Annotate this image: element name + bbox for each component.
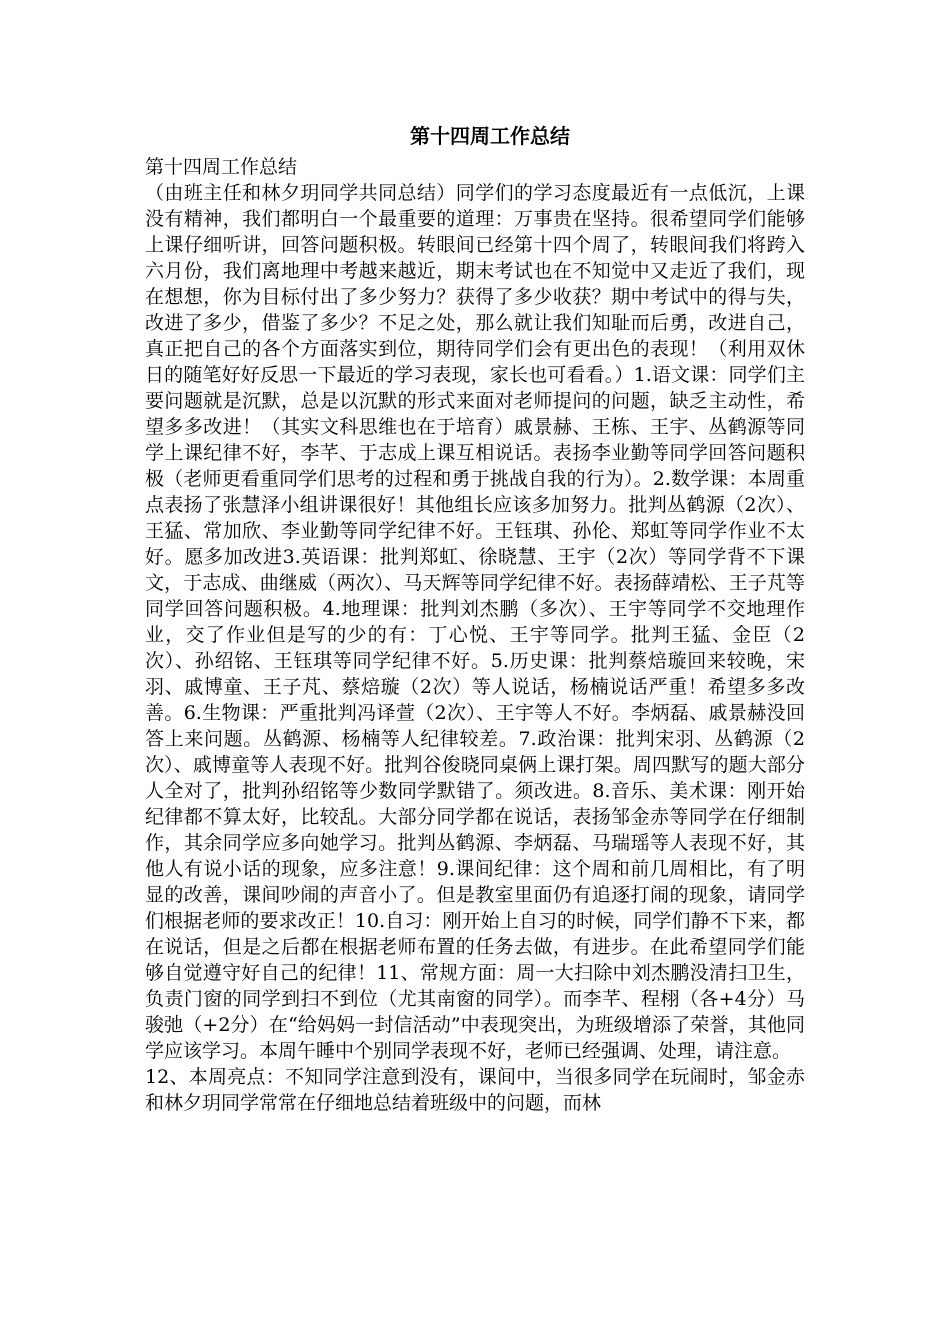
body-paragraph: 12、本周亮点：不知同学注意到没有，课间中，当很多同学在玩闹时，邹金赤和林夕玥同学常常在仔细地总结着班级中的问题，而林 xyxy=(145,1066,805,1114)
document-subtitle: 第十四周工作总结 xyxy=(145,156,298,178)
body-paragraph: （由班主任和林夕玥同学共同总结）同学们的学习态度最近有一点低沉，上课没有精神，我们都明白一个最重要的道理：万事贵在坚持。很希望同学们能够上课仔细听讲，回答问题积极。转眼间已经第十四个周了，转眼间我们将跨入六月份，我们离地理中考越来越近，期末考试也在不知觉中又走近了我们，现在想想，你为目标付出了多少努力？获得了多少收获？期中考试中的得与失，改进了多少，借鉴了多少？不足之处，那么就让我们知耻而后勇，改进自己，真正把自己的各个方面落实到位，期待同学们会有更出色的表现！（利用双休日的随笔好好反思一下最近的学习表现，家长也可看看。）1.语文课：同学们主要问题就是沉默，总是以沉默的形式来面对老师提问的问题，缺乏主动性，希望多多改进！（其实文科思维也在于培育）戚景赫、王栋、王宇、丛鹤源等同学上课纪律不好，李芊、于志成上课互相说话。表扬李业勤等同学回答问题积极（老师更看重同学们思考的过程和勇于挑战自我的行为）。2.数学课：本周重点表扬了张慧泽小组讲课很好！其他组长应该多加努力。批判丛鹤源（2次）、王猛、常加欣、李业勤等同学纪律不好。王钰琪、孙伦、郑虹等同学作业不太好。愿多加改进3.英语课：批判郑虹、徐晓慧、王宇（2次）等同学背不下课文，于志成、曲继威（两次）、马天辉等同学纪律不好。表扬薛靖松、王子芃等同学回答问题积极。4.地理课：批判刘杰鹏（多次）、王宇等同学不交地理作业，交了作业但是写的少的有：丁心悦、王宇等同学。批判王猛、金臣（2次）、孙绍铭、王钰琪等同学纪律不好。5.历史课：批判蔡焙璇回来较晚，宋羽、戚博童、王子芃、蔡焙璇（2次）等人说话，杨楠说话严重！希望多多改善。6.生物课：严重批判冯译萱（2次）、王宇等人不好。李炳磊、戚景赫没回答上来问题。丛鹤源、杨楠等人纪律较差。7.政治课：批判宋羽、丛鹤源（2次）、戚博童等人表现不好。批判谷俊晓同桌俩上课打架。周四默写的题大部分人全对了，批判孙绍铭等少数同学默错了。须改进。8.音乐、美术课：刚开始纪律都不算太好，比较乱。大部分同学都在说话，表扬邹金赤等同学在仔细制作，其余同学应多向她学习。批判丛鹤源、李炳磊、马瑞瑶等人表现不好，其他人有说小话的现象，应多注意！9.课间纪律：这个周和前几周相比，有了明显的改善，课间吵闹的声音小了。但是教室里面仍有追逐打闹的现象，请同学们根据老师的要求改正！10.自习：刚开始上自习的时候，同学们静不下来，都在说话，但是之后都在根据老师布置的任务去做，有进步。在此希望同学们能够自觉遵守好自己的纪律！11、常规方面：周一大扫除中刘杰鹏没清扫卫生，负责门窗的同学到扫不到位（尤其南窗的同学）。而李芊、程栩（各+4分）马骏弛（+2分）在“给妈妈一封信活动”中表现突出，为班级增添了荣誉，其他同学应该学习。本周午睡中个别同学表现不好，老师已经强调、处理，请注意。 xyxy=(145,182,805,1062)
document-title: 第十四周工作总结 xyxy=(410,124,570,148)
document-page xyxy=(145,118,805,1116)
